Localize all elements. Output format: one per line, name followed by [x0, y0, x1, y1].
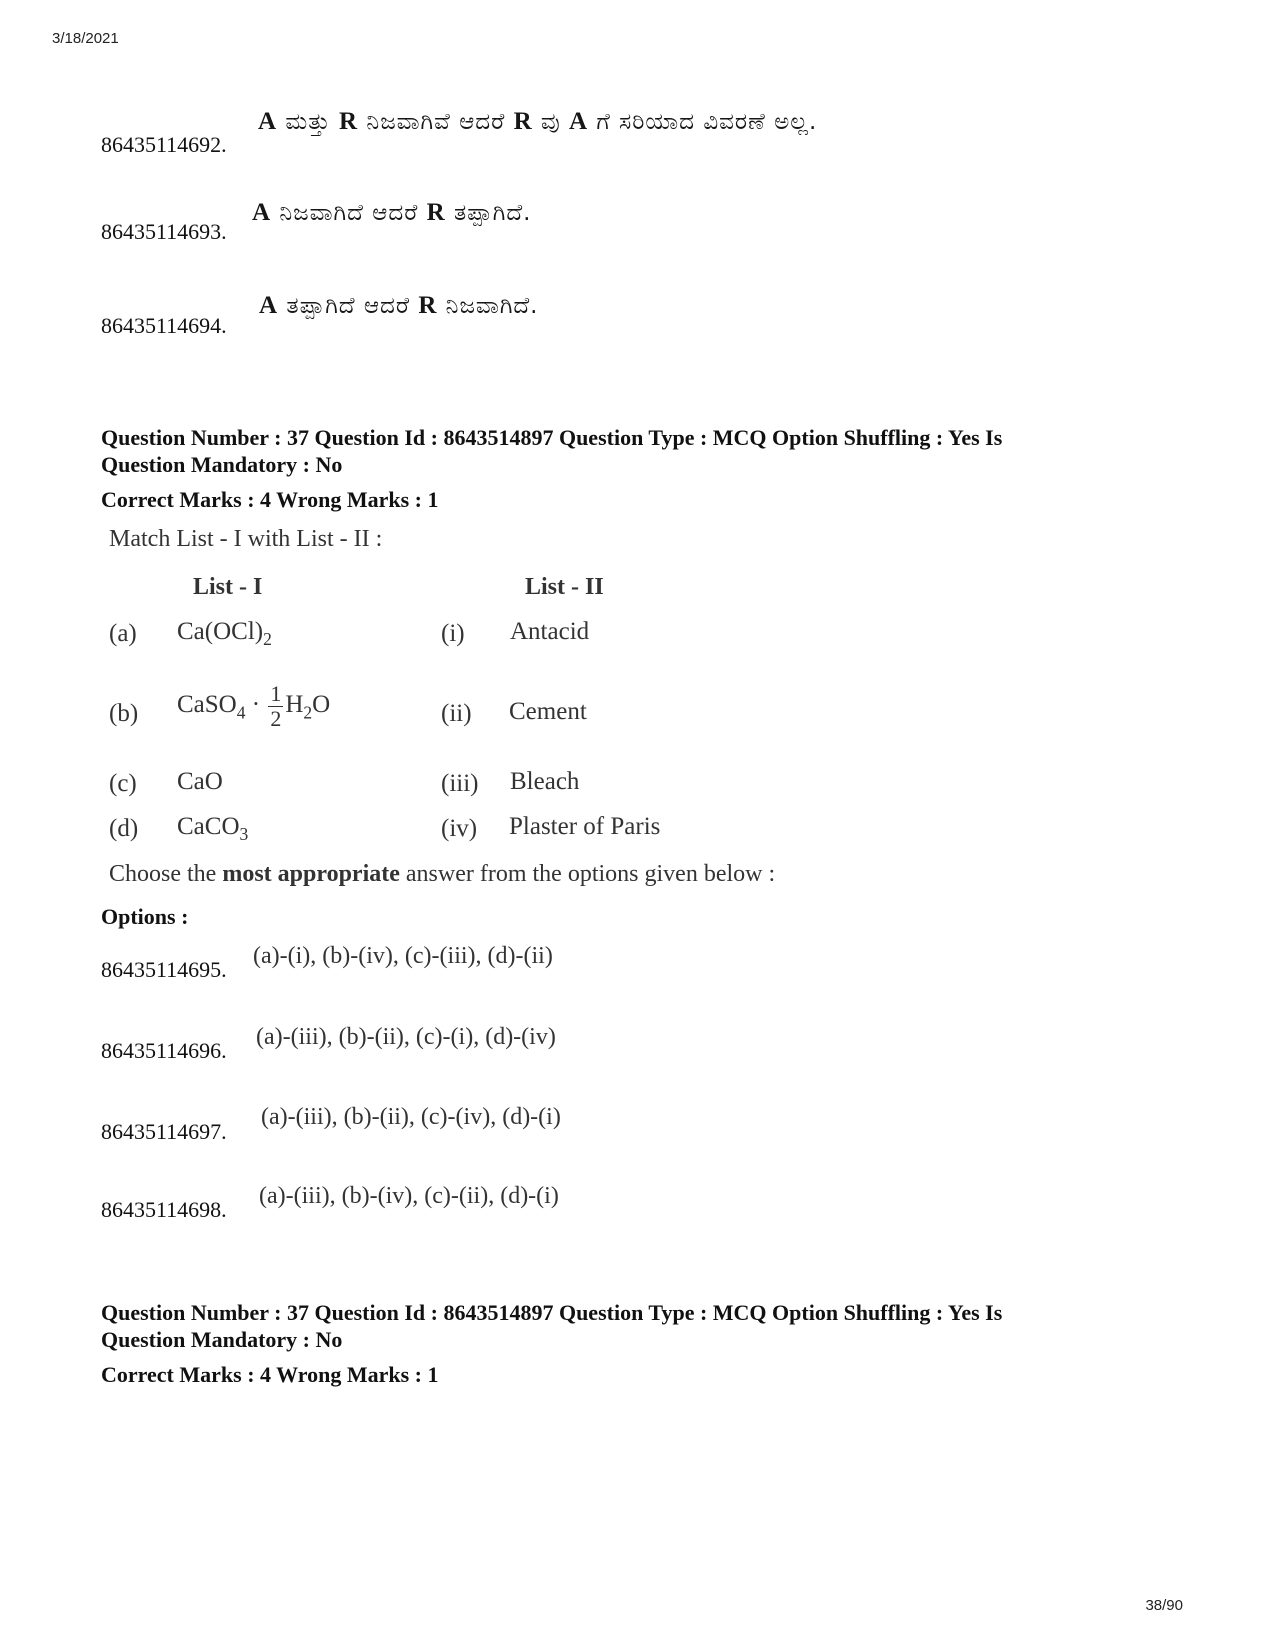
list1-label: (d) — [109, 815, 139, 842]
option-text-kannada: A ಮತ್ತು R ನಿಜವಾಗಿವೆ ಆದರೆ R ವು A ಗೆ ಸರಿಯಾದ ವಿವರಣೆ ಅಲ್ಲ. — [258, 108, 818, 135]
question-meta-line1: Question Number : 37 Question Id : 8643514897 Question Type : MCQ Option Shuffling : Yes Is — [101, 425, 1003, 450]
option-id: 86435114694. — [101, 313, 227, 338]
option-id: 86435114697. — [101, 1119, 227, 1144]
list2-label: (i) — [441, 620, 465, 647]
question-meta-line2: Question Mandatory : No — [101, 1327, 343, 1352]
list1-label: (a) — [109, 620, 137, 647]
option-id: 86435114698. — [101, 1197, 227, 1222]
list2-label: (iv) — [441, 815, 478, 842]
option-text: (a)-(iii), (b)-(iv), (c)-(ii), (d)-(i) — [259, 1183, 559, 1209]
next-question-header — [101, 1299, 1121, 1353]
question-meta-line1: Question Number : 37 Question Id : 8643514897 Question Type : MCQ Option Shuffling : Yes Is — [101, 1300, 1003, 1325]
list1-formula: CaSO$_4$ · $\frac{1}{2}$ $H_2O$ — [177, 681, 331, 731]
list1-label: (b) — [109, 700, 139, 727]
fraction: $\frac{1}{2}$ — [270, 681, 282, 731]
list1-header: List - I — [193, 574, 263, 600]
option-text-kannada: A ತಪ್ಪಾಗಿದೆ ಆದರೆ R ನಿಜವಾಗಿದೆ. — [259, 292, 539, 319]
page-number: 38/90 — [1145, 1597, 1183, 1614]
next-question-marks: Correct Marks : 4 Wrong Marks : 1 — [101, 1362, 439, 1387]
list2-header: List - II — [525, 574, 604, 600]
option-text-kannada: A ನಿಜವಾಗಿದೆ ಆದರೆ R ತಪ್ಪಾಗಿದೆ. — [252, 199, 532, 226]
option-id: 86435114695. — [101, 957, 227, 982]
question-marks: Correct Marks : 4 Wrong Marks : 1 — [101, 487, 439, 512]
list2-label: (iii) — [441, 770, 479, 797]
print-date: 3/18/2021 — [52, 30, 119, 47]
list2-label: (ii) — [441, 700, 472, 727]
option-text: (a)-(iii), (b)-(ii), (c)-(i), (d)-(iv) — [256, 1024, 556, 1050]
option-id: 86435114692. — [101, 132, 227, 157]
question-header — [101, 424, 1121, 478]
list1-formula: CaCO$_3$ — [177, 813, 249, 845]
option-text: (a)-(i), (b)-(iv), (c)-(iii), (d)-(ii) — [253, 943, 553, 969]
list1-formula: CaO — [177, 768, 223, 795]
list1-formula: $Ca(OCl)_2$ — [177, 618, 272, 650]
option-text: (a)-(iii), (b)-(ii), (c)-(iv), (d)-(i) — [261, 1104, 561, 1130]
list2-text: Plaster of Paris — [509, 813, 661, 840]
question-meta-line2: Question Mandatory : No — [101, 452, 343, 477]
list2-text: Antacid — [510, 618, 590, 645]
list1-label: (c) — [109, 770, 137, 797]
question-prompt: Match List - I with List - II : — [109, 526, 383, 552]
list2-text: Cement — [509, 698, 587, 725]
list2-text: Bleach — [510, 768, 580, 795]
option-id: 86435114696. — [101, 1038, 227, 1063]
option-id: 86435114693. — [101, 219, 227, 244]
choose-instruction: Choose the most appropriate answer from the options given below : — [109, 861, 776, 887]
options-label: Options : — [101, 904, 189, 929]
